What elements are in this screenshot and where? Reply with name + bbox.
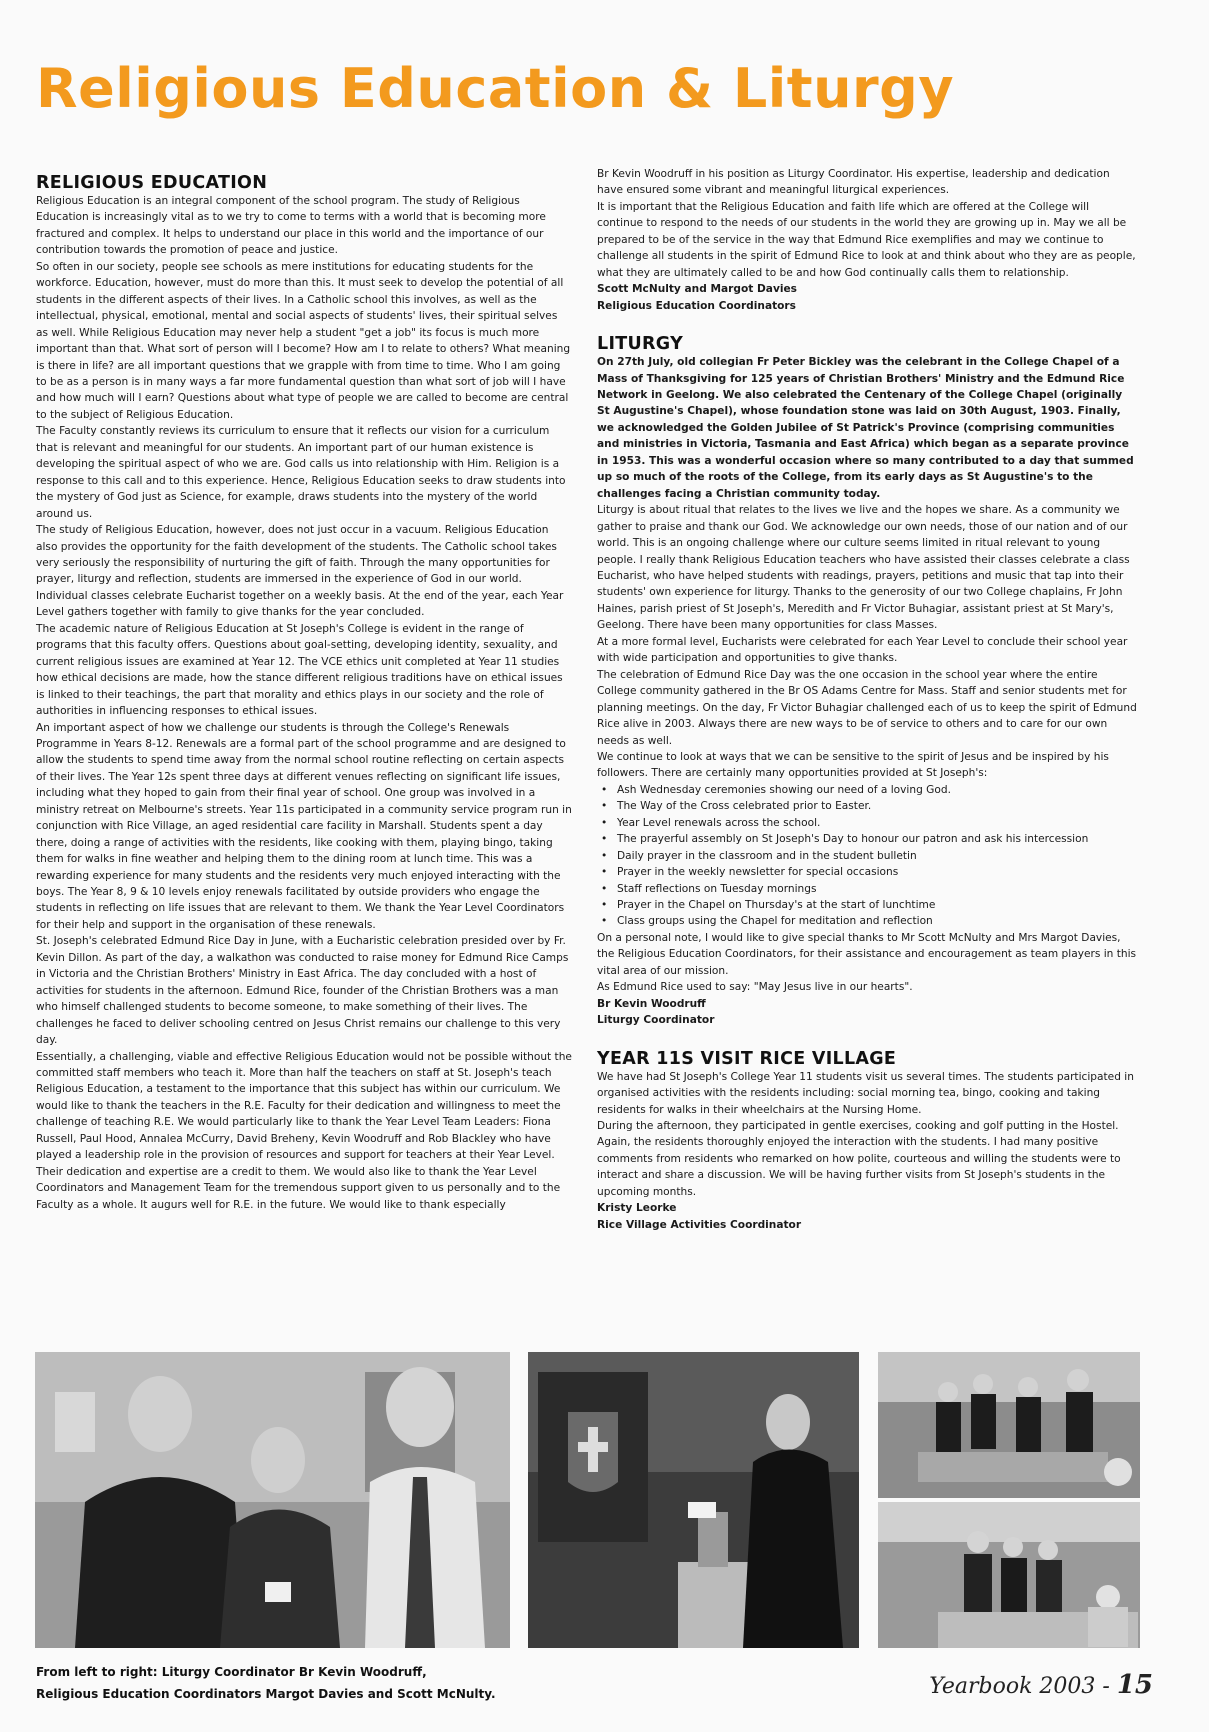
body-paragraph: St. Joseph's celebrated Edmund Rice Day in June, with a Eucharistic celebration presided over by Fr. Kevin Dillon. As part of the day, a walkathon was conducted to raise money for Edmund Rice Camps in Victoria and the Christian Brothers' Ministry in East Africa. The day concluded with a host of activities for students in the afternoon. Edmund Rice, founder of the Christian Brothers was a man who himself challenged students to become someone, to make something of their lives. The challenges he faced to deliver schooling centred on Jesus Christ remains our challenge to this very day. [36, 935, 569, 1047]
signature-title: Rice Village Activities Coordinator [597, 1218, 802, 1231]
body-paragraph: We continue to look at ways that we can be sensitive to the spirit of Jesus and be inspired by his followers. There are certainly many opportunities provided at St Joseph's: [597, 750, 1109, 780]
caption-line: From left to right: Liturgy Coordinator Br Kevin Woodruff, [36, 1665, 427, 1679]
body-paragraph: At a more formal level, Eucharists were celebrated for each Year Level to conclude their school year with wide participation and opportunities to give thanks. [597, 635, 1128, 665]
list-item: • Prayer in the weekly newsletter for special occasions [597, 864, 1137, 880]
body-paragraph: The Faculty constantly reviews its curriculum to ensure that it reflects our vision for a curriculum that is relevant and meaningful for our students. An important part of our human existence is developing the spiritual aspect of who we are. God calls us into relationship with Him. Religion is a response to this call and to this experience. Hence, Religious Education seeks to draw students into the mystery of God just as Science, for example, draws students into the mystery of the world around us. [36, 425, 566, 520]
right-column [597, 166, 1137, 1233]
photo-rice-village-students [878, 1352, 1140, 1498]
list-item: • Daily prayer in the classroom and in the student bulletin [597, 848, 1137, 864]
body-paragraph: The study of Religious Education, however, does not just occur in a vacuum. Religious Education also provides the opportunity for the faith development of the students. The Catholic school takes very seriously the responsibility of nurturing the gift of faith. Through the many opportunities for prayer, liturgy and reflection, students are immersed in the experience of God in our world. Individual classes celebrate Eucharist together on a weekly basis. At the end of the year, each Year Level gathers together with family to give thanks for the year concluded. [36, 524, 564, 619]
footer-separator: - [1095, 1674, 1117, 1699]
list-item: • Ash Wednesday ceremonies showing our need of a loving God. [597, 782, 1137, 798]
left-column [36, 173, 572, 1213]
page-number: 15 [1116, 1670, 1153, 1700]
body-paragraph: It is important that the Religious Education and faith life which are offered at the College will continue to respond to the needs of our students in the world they are growing up in. May we all be prepared to be of the service in the way that Edmund Rice exemplifies and may we continue to challenge all students in the spirit of Edmund Rice to look at and think about who they are as people, what they are ultimately called to be and how God continually calls them to relationship. [597, 200, 1136, 279]
liturgy-lead-paragraph: On 27th July, old collegian Fr Peter Bickley was the celebrant in the College Chapel of a Mass of Thanksgiving for 125 years of Christian Brothers' Ministry and the Edmund Rice Network in Geelong. We also celebrated the Centenary of the College Chapel (originally St Augustine's Chapel), whose foundation stone was laid on 30th August, 1903. Finally, we acknowledged the Golden Jubilee of St Patrick's Province (comprising communities and ministries in Victoria, Tasmania and East Africa) which began as a separate province in 1953. This was a wonderful occasion where so many contributed to a day that summed up so much of the roots of the College, from its early days as St Augustine's to the challenges facing a Christian community today. [597, 356, 1134, 500]
body-paragraph: On a personal note, I would like to give special thanks to Mr Scott McNulty and Mrs Margot Davies, the Religious Education Coordinators, for their assistance and encouragement as team players in this vital area of our mission. [597, 931, 1137, 977]
signature-title: Liturgy Coordinator [597, 1014, 715, 1027]
body-paragraph: Liturgy is about ritual that relates to the lives we live and the hopes we share. As a community we gather to praise and thank our God. We acknowledge our own needs, those of our nation and of our world. This is an ongoing challenge where our culture seems limited in ritual relevant to young people. I really thank Religious Education teachers who have assisted their classes celebrate a class Eucharist, who have helped students with readings, prayers, petitions and music that tap into their students' own experience for liturgy. Thanks to the generosity of our two College chaplains, Fr John Haines, parish priest of St Joseph's, Meredith and Fr Victor Buhagiar, assistant priest at St Mary's, Geelong. There have been many opportunities for class Masses. [597, 504, 1130, 632]
signature-name: Scott McNulty and Margot Davies [597, 283, 797, 296]
page-footer [929, 1670, 1153, 1700]
list-item: • Staff reflections on Tuesday mornings [597, 881, 1137, 897]
body-paragraph: Essentially, a challenging, viable and effective Religious Education would not be possible without the committed staff members who teach it. More than half the teachers on staff at St. Joseph's teach Religious Education, a testament to the importance that this subject has within our curriculum. We would like to thank the teachers in the R.E. Faculty for their dedication and willingness to meet the challenge of teaching R.E. We would particularly like to thank the Year Level Team Leaders: Fiona Russell, Paul Hood, Annalea McCurry, David Breheny, Kevin Woodruff and Rob Blackley who have played a leadership role in the provision of resources and support for teachers at their Year Level. Their dedication and expertise are a credit to them. We would also like to thank the Year Level Coordinators and Management Team for the tremendous support given to us personally and to the Faculty as a whole. It augurs well for R.E. in the future. We would like to thank especially [36, 1050, 572, 1211]
footer-label: Yearbook 2003 [929, 1674, 1096, 1699]
photo-caption [36, 1661, 496, 1705]
body-paragraph: During the afternoon, they participated in gentle exercises, cooking and golf putting in the Hostel. Again, the residents thoroughly enjoyed the interaction with the students. I had many positive comments from residents who remarked on how polite, courteous and willing the students were to interact and share a discussion. We will be having further visits from St Joseph's students in the upcoming months. [597, 1120, 1121, 1198]
photo-chapel-candle [528, 1352, 859, 1648]
body-paragraph: As Edmund Rice used to say: "May Jesus live in our hearts". [597, 981, 913, 994]
signature-title: Religious Education Coordinators [597, 299, 796, 312]
caption-line: Religious Education Coordinators Margot Davies and Scott McNulty. [36, 1687, 496, 1701]
body-paragraph: The celebration of Edmund Rice Day was the one occasion in the school year where the entire College community gathered in the Br OS Adams Centre for Mass. Staff and senior students met for planning meetings. On the day, Fr Victor Buhagiar challenged each of us to keep the spirit of Edmund Rice alive in 2003. Always there are new ways to be of service to others and to care for our own needs as well. [597, 668, 1137, 747]
page-title: Religious Education & Liturgy [36, 57, 955, 120]
section-heading-religious-education: RELIGIOUS EDUCATION [36, 173, 268, 193]
list-item: • The Way of the Cross celebrated prior to Easter. [597, 798, 1137, 814]
body-paragraph: The academic nature of Religious Education at St Joseph's College is evident in the range of programs that this faculty offers. Questions about goal-setting, developing identity, sexuality, and current religious issues are examined at Year 12. The VCE ethics unit completed at Year 11 studies how ethical decisions are made, how the stance different religious traditions have on ethical issues is linked to their teachings, the part that morality and ethics plays in our society and the role of authorities in influencing responses to ethical issues. [36, 622, 563, 718]
body-paragraph: We have had St Joseph's College Year 11 students visit us several times. The students participated in organised activities with the residents including: social morning tea, bingo, cooking and taking residents for walks in their wheelchairs at the Nursing Home. [597, 1070, 1134, 1116]
signature-name: Kristy Leorke [597, 1202, 677, 1215]
signature-name: Br Kevin Woodruff [597, 997, 706, 1010]
list-item: • Class groups using the Chapel for meditation and reflection [597, 913, 1137, 929]
body-paragraph: An important aspect of how we challenge our students is through the College's Renewals Programme in Years 8-12. Renewals are a formal part of the school programme and are designed to allow the students to spend time away from the normal school routine reflecting on certain aspects of their lives. The Year 12s spent three days at different venues reflecting on significant life issues, including what they hoped to gain from their final year of school. One group was involved in a ministry retreat on Melbourne's streets. Year 11s participated in a community service program run in conjunction with Rice Village, an aged residential care facility in Marshall. Students spent a day there, doing a range of activities with the residents, like cooking with them, playing bingo, taking them for walks in fine weather and helping them to the dining room at lunch time. This was a rewarding experience for many students and the residents very much enjoyed interacting with the boys. The Year 8, 9 & 10 levels enjoy renewals facilitated by outside providers who engage the students in reflecting on life issues that are relevant to them. We thank the Year Level Coordinators for their help and support in the organisation of these renewals. [36, 721, 572, 931]
photo-rice-village-hall [878, 1502, 1140, 1648]
photo-coordinators [35, 1352, 510, 1648]
section-heading-liturgy: LITURGY [597, 334, 684, 355]
body-paragraph: Religious Education is an integral component of the school program. The study of Religious Education is increasingly vital as to we try to come to terms with a world that is becoming more fractured and complex. It helps to understand our place in this world and the importance of our contribution towards the promotion of peace and justice. [36, 195, 546, 257]
body-paragraph: So often in our society, people see schools as mere institutions for educating students for the workforce. Education, however, must do more than this. It must seek to develop the potential of all students in the different aspects of their lives. In a Catholic school this involves, as well as the intellectual, physical, emotional, mental and social aspects of students' lives, their spiritual selves as well. While Religious Education may never help a student "get a job" its focus is much more important than that. What sort of person will I become? How am I to relate to others? What meaning is there in life? are all important questions that we grapple with from time to time. Who I am going to be as a person is in many ways a far more fundamental question than what sort of job will I have and how much will I earn? Questions about what type of people we are called to become are central to the subject of Religious Education. [36, 260, 571, 421]
list-item: • Prayer in the Chapel on Thursday's at the start of lunchtime [597, 897, 1137, 913]
list-item: • Year Level renewals across the school. [597, 815, 1137, 831]
body-paragraph: Br Kevin Woodruff in his position as Liturgy Coordinator. His expertise, leadership and dedication have ensured some vibrant and meaningful liturgical experiences. [597, 168, 1110, 197]
list-item: • The prayerful assembly on St Joseph's Day to honour our patron and ask his intercession [597, 831, 1137, 847]
section-heading-rice-village: YEAR 11S VISIT RICE VILLAGE [597, 1048, 897, 1069]
opportunities-list [597, 782, 1137, 930]
